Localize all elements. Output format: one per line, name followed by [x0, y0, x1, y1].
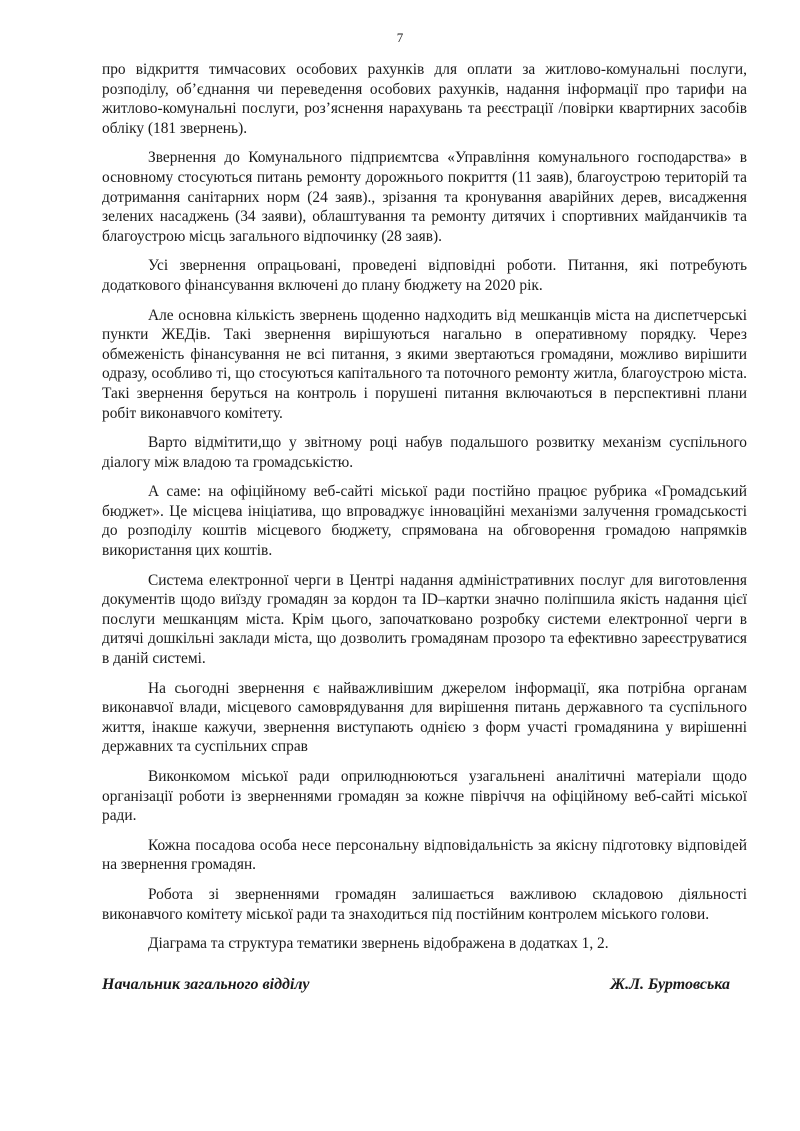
paragraph-public-dialogue: Варто відмітити,що у звітному році набув подальшого розвитку механізм суспільного діалогу між владою та громадськістю.: [102, 434, 747, 471]
report-body: [102, 60, 747, 958]
paragraph-control: Робота зі зверненнями громадян залишається важливою складовою діяльності виконавчого комітету міської ради та знаходиться під постійним контролем міського голови.: [102, 885, 747, 923]
paragraph-appendices: Діаграма та структура тематики звернень відображена в додатках 1, 2.: [148, 935, 609, 953]
paragraph-analytical-materials: Виконкомом міської ради оприлюднюються узагальнені аналітичні матеріали щодо організації роботи із зверненнями громадян за кожне півріччя на офіційному веб-сайті міської ради.: [102, 768, 747, 825]
paragraph-dispatch-points: Але основна кількість звернень щоденно надходить від мешканців міста на диспетчерські пункти ЖЕДів. Такі звернення вирішуються нагально в оперативному порядку. Через обмеженість фінансування не всі питання, з якими звертаються громадяни, можливо вирішити одразу, особливо ті, що стосуються капітального та поточного ремонту житла, благоустрою міста. Такі звернення беруться на контроль і порушені питання включаються в перспективні плани робіт виконавчого комітету.: [102, 306, 747, 422]
signatory-name: Ж.Л. Буртовська: [610, 976, 730, 993]
paragraph-communal-enterprise: Звернення до Комунального підприємтсва «Управління комунального господарства» в основному стосуються питань ремонту дорожнього покриття (11 заяв), благоустрою територій та дотримання санітарних норм (24 заяв)., зрізання та кронування аварійних дерев, висадження зелених насаджень (34 заяви), облаштування та ремонту дитячих і спортивних майданчиків та благоустрою місць загального відпочинку (28 заяв).: [102, 149, 747, 245]
paragraph-all-processed: Усі звернення опрацьовані, проведені відповідні роботи. Питання, які потребують додаткового фінансування включені до плану бюджету на 2020 рік.: [102, 257, 747, 294]
signature-block: [102, 976, 730, 994]
paragraph-information-source: На сьогодні звернення є найважливішим джерелом інформації, яка потрібна органам виконавчої влади, місцевого самоврядування для вирішення питань державного та суспільного життя, інакше кажучи, звернення виступають однією з форм участі громадянина у вирішенні державних та суспільних справ: [102, 679, 747, 756]
paragraph-personal-responsibility: Кожна посадова особа несе персональну відповідальність за якісну підготовку відповідей на звернення громадян.: [102, 836, 747, 874]
signatory-position: Начальник загального відділу: [102, 976, 310, 993]
page-number: 7: [396, 30, 404, 45]
paragraph-accounts-continuation: про відкриття тимчасових особових рахунків для оплати за житлово-комунальні послуги, розподілу, об’єднання чи переведення особових рахунків, надання інформації про тарифи на житлово-комунальні послуги, роз’яснення нарахувань та реєстрації /повірки квартирних засобів обліку (181 звернень).: [102, 61, 747, 137]
paragraph-public-budget: А саме: на офіційному веб-сайті міської ради постійно працює рубрика «Громадський бюджет». Це місцева ініціатива, що впроваджує інноваційні механізми залучення громадськості до розподілу коштів місцевого бюджету, спрямована на обговорення громадою напрямків використання цих коштів.: [102, 483, 747, 560]
paragraph-electronic-queue: Система електронної черги в Центрі надання адміністративних послуг для виготовлення документів щодо виїзду громадян за кордон та ID–картки значно поліпшила якість надання цієї послуги мешканцям міста. Крім цього, започатковано розробку системи електронної черги в дитячі дошкільні заклади міста, що дозволить громадянам прозоро та ефективно зареєструватися в даній системі.: [102, 571, 747, 668]
